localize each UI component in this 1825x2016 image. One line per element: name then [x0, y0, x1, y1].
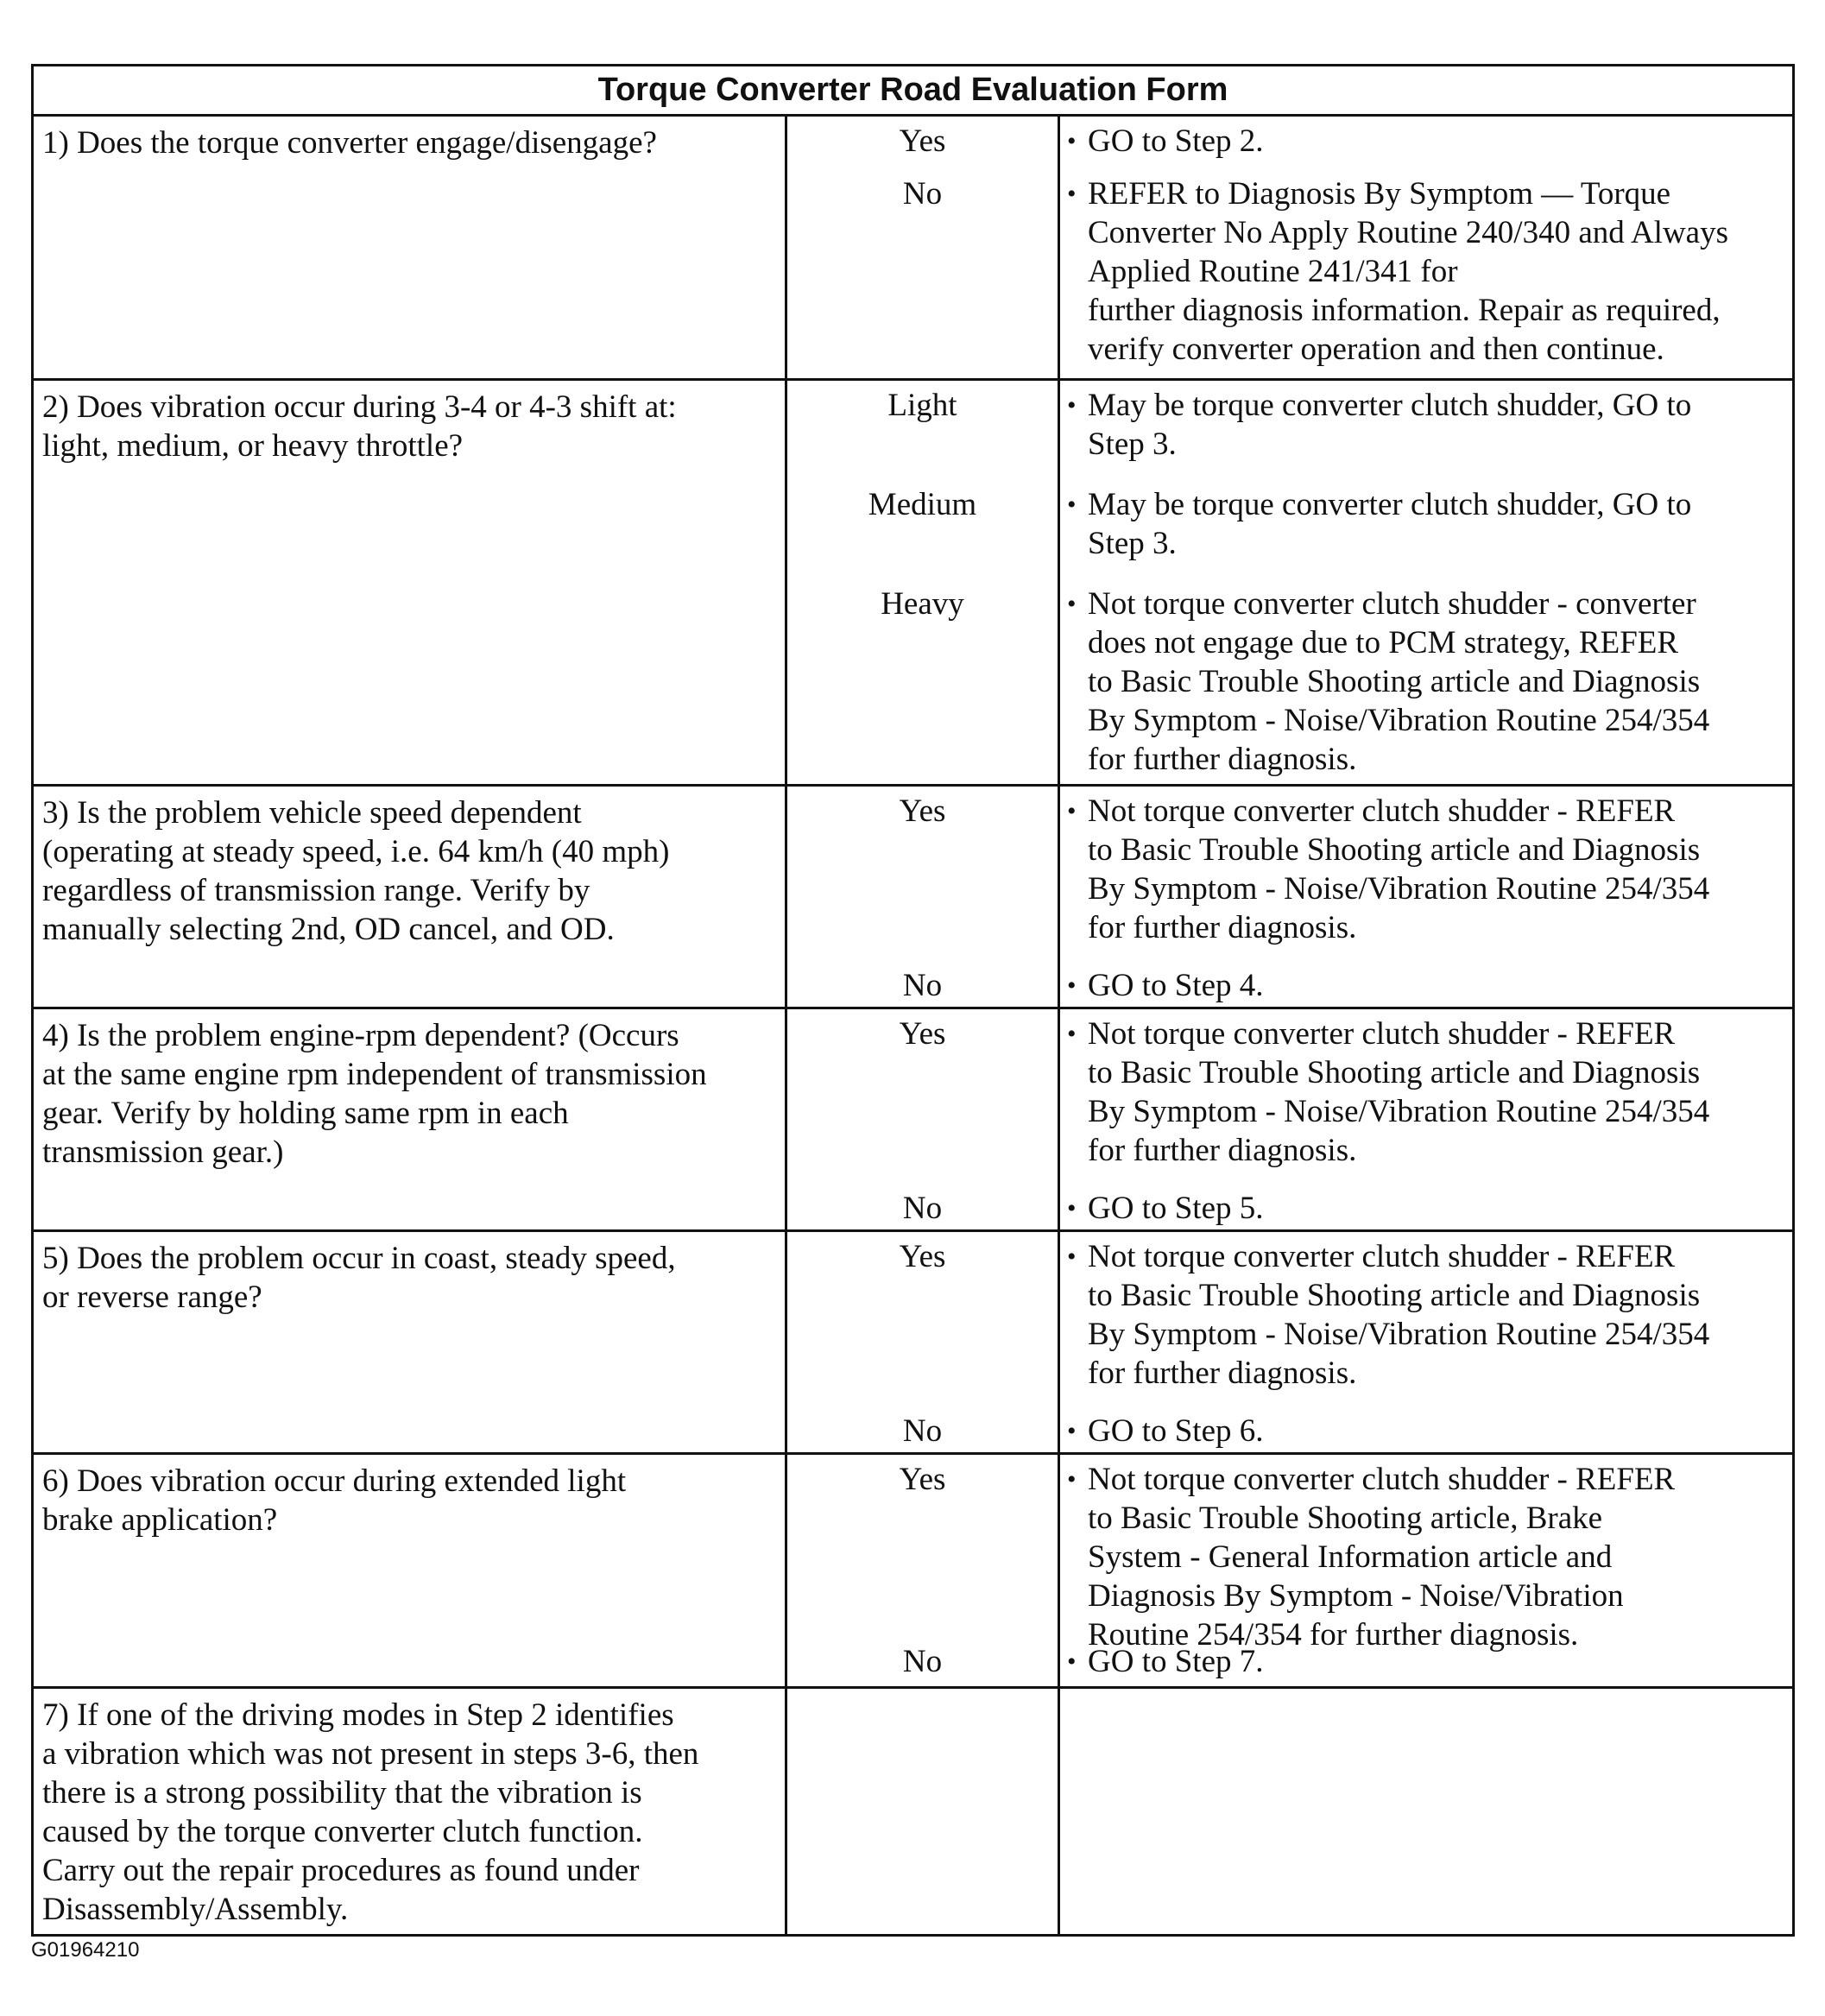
step-actions: [1059, 380, 1794, 786]
bullet-icon: •: [1067, 1647, 1077, 1676]
question-line: Carry out the repair procedures as found under: [42, 1853, 640, 1888]
action-line: for further diagnosis.: [1088, 1356, 1357, 1391]
question-line: regardless of transmission range. Verify by: [42, 873, 590, 908]
action-line: By Symptom - Noise/Vibration Routine 254/354: [1088, 1317, 1710, 1352]
step-question: [33, 1454, 786, 1688]
answer-label: Yes: [899, 1462, 946, 1497]
action-item: [1067, 1237, 1787, 1393]
question-line: 7) If one of the driving modes in Step 2 identifies: [42, 1697, 674, 1733]
step-answers: [786, 1008, 1059, 1231]
action-item: [1067, 585, 1787, 779]
action-text: [1088, 1642, 1787, 1681]
step-answers: [786, 1454, 1059, 1688]
action-line: May be torque converter clutch shudder, GO to: [1088, 388, 1692, 423]
action-item: [1067, 1014, 1787, 1170]
action-text: [1088, 1460, 1787, 1654]
step-question: [33, 116, 786, 380]
action-line: to Basic Trouble Shooting article and Diagnosis: [1088, 1278, 1701, 1313]
action-line: Not torque converter clutch shudder - REFER: [1088, 1462, 1676, 1497]
action-line: to Basic Trouble Shooting article, Brake: [1088, 1501, 1603, 1536]
step-row: [33, 1231, 1794, 1454]
step-answers: [786, 786, 1059, 1008]
bullet-icon: •: [1067, 391, 1077, 420]
step-row: [33, 786, 1794, 1008]
step-answers: [786, 380, 1059, 786]
step-actions: [1059, 1454, 1794, 1688]
answer-label: Medium: [868, 487, 977, 522]
action-item: [1067, 1412, 1787, 1450]
question-line: light, medium, or heavy throttle?: [42, 428, 464, 464]
question-line: 5) Does the problem occur in coast, steady speed,: [42, 1241, 676, 1276]
action-line: GO to Step 7.: [1088, 1644, 1264, 1679]
step-actions: [1059, 786, 1794, 1008]
action-line: By Symptom - Noise/Vibration Routine 254/354: [1088, 703, 1710, 738]
action-item: [1067, 1460, 1787, 1654]
action-text: [1088, 122, 1787, 161]
bullet-icon: •: [1067, 490, 1077, 519]
action-line: Not torque converter clutch shudder - REFER: [1088, 793, 1676, 829]
step-actions: [1059, 116, 1794, 380]
action-text: [1088, 966, 1787, 1005]
bullet-icon: •: [1067, 180, 1077, 208]
bullet-icon: •: [1067, 1020, 1077, 1048]
action-item: [1067, 1189, 1787, 1228]
action-line: for further diagnosis.: [1088, 1133, 1357, 1168]
step-actions: [1059, 1008, 1794, 1231]
action-line: does not engage due to PCM strategy, REFER: [1088, 625, 1679, 660]
question-line: transmission gear.): [42, 1134, 284, 1170]
answer-label: Yes: [899, 1016, 946, 1052]
action-line: Routine 254/354 for further diagnosis.: [1088, 1617, 1579, 1653]
step-row: [33, 116, 1794, 380]
action-line: Converter No Apply Routine 240/340 and Always: [1088, 215, 1728, 250]
action-item: [1067, 386, 1787, 464]
action-text: [1088, 1014, 1787, 1170]
question-line: gear. Verify by holding same rpm in each: [42, 1096, 569, 1131]
answer-label: No: [902, 1191, 943, 1226]
question-line: (operating at steady speed, i.e. 64 km/h (40 mph): [42, 834, 670, 869]
title-row: [33, 66, 1794, 116]
question-line: 2) Does vibration occur during 3-4 or 4-3 shift at:: [42, 389, 677, 425]
answer-label: Yes: [899, 1239, 946, 1274]
question-line: a vibration which was not present in steps 3-6, then: [42, 1736, 699, 1772]
step-answers: [786, 1231, 1059, 1454]
action-line: GO to Step 6.: [1088, 1413, 1264, 1449]
action-line: verify converter operation and then continue.: [1088, 332, 1664, 367]
answer-label: Heavy: [881, 586, 964, 622]
action-line: GO to Step 2.: [1088, 123, 1264, 159]
step-answers: [786, 1688, 1059, 1936]
answer-label: No: [902, 176, 943, 212]
action-text: [1088, 1237, 1787, 1393]
action-line: for further diagnosis.: [1088, 910, 1357, 945]
bullet-icon: •: [1067, 1242, 1077, 1271]
question-line: 3) Is the problem vehicle speed dependent: [42, 795, 582, 831]
action-line: Applied Routine 241/341 for: [1088, 254, 1458, 289]
action-text: [1088, 585, 1787, 779]
step-row: [33, 1008, 1794, 1231]
action-line: Not torque converter clutch shudder - REFER: [1088, 1016, 1676, 1052]
action-line: By Symptom - Noise/Vibration Routine 254/354: [1088, 871, 1710, 907]
action-line: further diagnosis information. Repair as required,: [1088, 293, 1721, 328]
figure-id: G01964210: [31, 1938, 140, 1962]
step-row: [33, 1688, 1794, 1936]
step-answers: [786, 116, 1059, 380]
question-line: manually selecting 2nd, OD cancel, and OD.: [42, 912, 615, 947]
action-item: [1067, 792, 1787, 947]
step-question: [33, 380, 786, 786]
bullet-icon: •: [1067, 1417, 1077, 1445]
step-row: [33, 380, 1794, 786]
action-line: By Symptom - Noise/Vibration Routine 254/354: [1088, 1094, 1710, 1129]
action-text: [1088, 1412, 1787, 1450]
action-text: [1088, 792, 1787, 947]
bullet-icon: •: [1067, 590, 1077, 618]
step-actions: [1059, 1688, 1794, 1936]
action-line: System - General Information article and: [1088, 1539, 1613, 1575]
action-line: Diagnosis By Symptom - Noise/Vibration: [1088, 1578, 1624, 1614]
form-title: Torque Converter Road Evaluation Form: [33, 66, 1794, 116]
step-question: [33, 1231, 786, 1454]
action-item: [1067, 1642, 1787, 1681]
question-line: 1) Does the torque converter engage/disengage?: [42, 125, 657, 161]
action-line: Not torque converter clutch shudder - REFER: [1088, 1239, 1676, 1274]
bullet-icon: •: [1067, 1194, 1077, 1223]
action-text: [1088, 386, 1787, 464]
question-line: at the same engine rpm independent of transmission: [42, 1057, 707, 1092]
question-line: caused by the torque converter clutch function.: [42, 1814, 643, 1849]
answer-label: Yes: [899, 123, 946, 159]
answer-label: No: [902, 1644, 943, 1679]
question-line: or reverse range?: [42, 1280, 262, 1315]
step-row: [33, 1454, 1794, 1688]
action-line: May be torque converter clutch shudder, GO to: [1088, 487, 1692, 522]
action-item: [1067, 485, 1787, 563]
action-line: to Basic Trouble Shooting article and Diagnosis: [1088, 1055, 1701, 1090]
action-line: to Basic Trouble Shooting article and Diagnosis: [1088, 832, 1701, 868]
action-line: Step 3.: [1088, 526, 1177, 561]
evaluation-form-table: [31, 64, 1795, 1937]
answer-label: Light: [887, 388, 957, 423]
bullet-icon: •: [1067, 1465, 1077, 1494]
answer-label: No: [902, 968, 943, 1003]
step-actions: [1059, 1231, 1794, 1454]
action-item: [1067, 966, 1787, 1005]
action-item: [1067, 122, 1787, 161]
action-text: [1088, 174, 1787, 369]
question-line: there is a strong possibility that the vibration is: [42, 1775, 642, 1811]
bullet-icon: •: [1067, 971, 1077, 1000]
action-text: [1088, 1189, 1787, 1228]
question-line: 4) Is the problem engine-rpm dependent? (Occurs: [42, 1018, 679, 1053]
question-line: 6) Does vibration occur during extended light: [42, 1463, 627, 1499]
action-text: [1088, 485, 1787, 563]
question-line: Disassembly/Assembly.: [42, 1892, 349, 1927]
bullet-icon: •: [1067, 797, 1077, 825]
action-line: Step 3.: [1088, 427, 1177, 462]
action-line: Not torque converter clutch shudder - converter: [1088, 586, 1696, 622]
answer-label: Yes: [899, 793, 946, 829]
answer-label: No: [902, 1413, 943, 1449]
bullet-icon: •: [1067, 127, 1077, 155]
action-line: GO to Step 5.: [1088, 1191, 1264, 1226]
action-line: GO to Step 4.: [1088, 968, 1264, 1003]
action-line: to Basic Trouble Shooting article and Diagnosis: [1088, 664, 1701, 699]
step-question: [33, 786, 786, 1008]
action-item: [1067, 174, 1787, 369]
question-line: brake application?: [42, 1502, 278, 1538]
step-question: [33, 1008, 786, 1231]
step-question: [33, 1688, 786, 1936]
action-line: REFER to Diagnosis By Symptom — Torque: [1088, 176, 1671, 212]
action-line: for further diagnosis.: [1088, 742, 1357, 777]
